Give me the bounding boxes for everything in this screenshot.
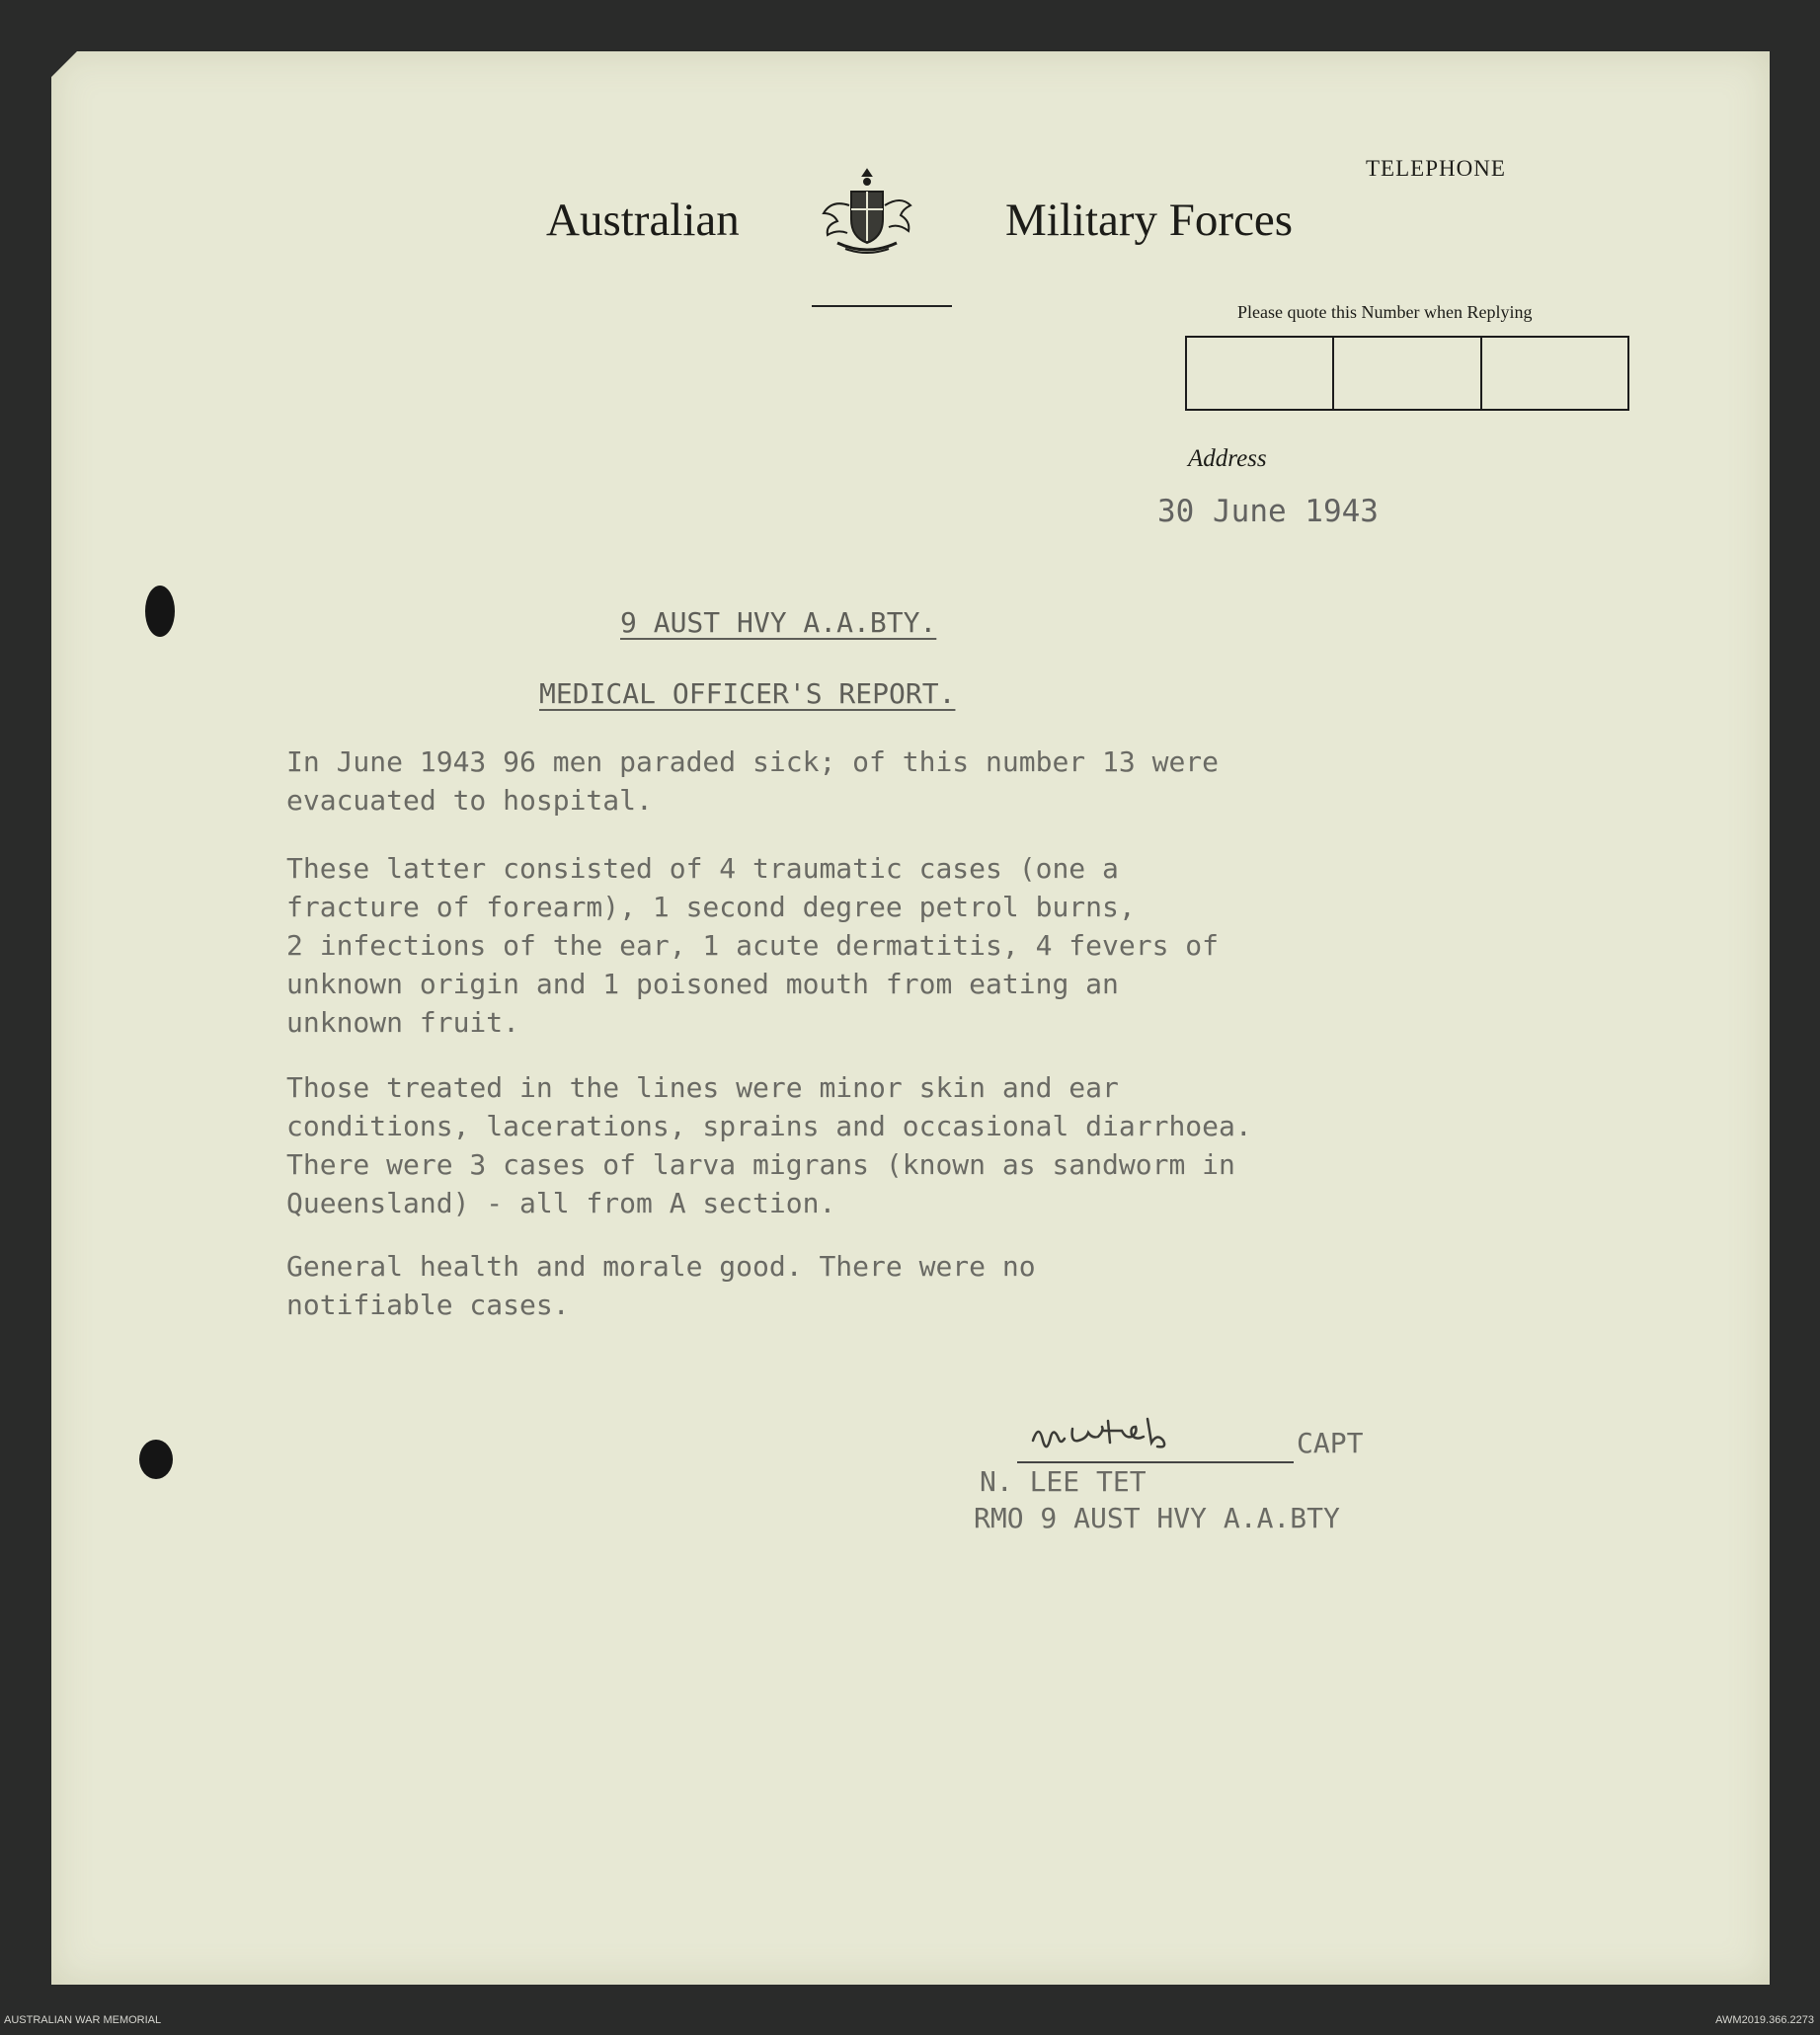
reference-cell-1 [1187, 338, 1334, 409]
archive-reference: AWM2019.366.2273 [1715, 2014, 1814, 2026]
paragraph-general-health: General health and morale good. There were no notifiable cases. [286, 1250, 1036, 1321]
reference-cell-2 [1334, 338, 1481, 409]
report-heading: MEDICAL OFFICER'S REPORT. [539, 677, 956, 710]
signatory-name: N. LEE TET [980, 1465, 1147, 1498]
letterhead-divider [812, 305, 952, 307]
letterhead-title-right: Military Forces [1005, 195, 1294, 246]
paragraph-sick-parade: In June 1943 96 men paraded sick; of this number 13 were evacuated to hospital. [286, 745, 1220, 817]
punch-hole-upper [145, 586, 175, 637]
report-date: 30 June 1943 [1157, 494, 1379, 529]
address-label: Address [1188, 445, 1267, 472]
coat-of-arms-icon [816, 166, 918, 261]
punch-hole-lower [139, 1440, 173, 1479]
handwritten-signature [1025, 1401, 1201, 1464]
telephone-label: TELEPHONE [1366, 156, 1506, 181]
signature-line [1017, 1461, 1294, 1463]
quote-number-label: Please quote this Number when Replying [1237, 302, 1533, 322]
signatory-role: RMO 9 AUST HVY A.A.BTY [974, 1502, 1340, 1534]
reference-cell-3 [1482, 338, 1627, 409]
letterhead-title-left: Australian [546, 195, 740, 246]
paragraph-evacuations: These latter consisted of 4 traumatic cases (one a fracture of forearm), 1 second degree petrol burns, 2 infections of the ear, 1 acute dermatitis, 4 fevers of unknown origin and 1 poisoned mouth from eating an unknown fruit. [286, 852, 1220, 1039]
reference-number-box [1185, 336, 1629, 411]
archive-credit: AUSTRALIAN WAR MEMORIAL [4, 2014, 162, 2026]
folded-corner [51, 51, 77, 77]
signatory-rank: CAPT [1297, 1427, 1364, 1459]
unit-heading: 9 AUST HVY A.A.BTY. [620, 606, 937, 639]
paragraph-treated-in-lines: Those treated in the lines were minor skin and ear conditions, lacerations, sprains and occasional diarrhoea. There were 3 cases of larva migrans (known as sandworm in Queensland) - all from A section. [286, 1071, 1252, 1219]
